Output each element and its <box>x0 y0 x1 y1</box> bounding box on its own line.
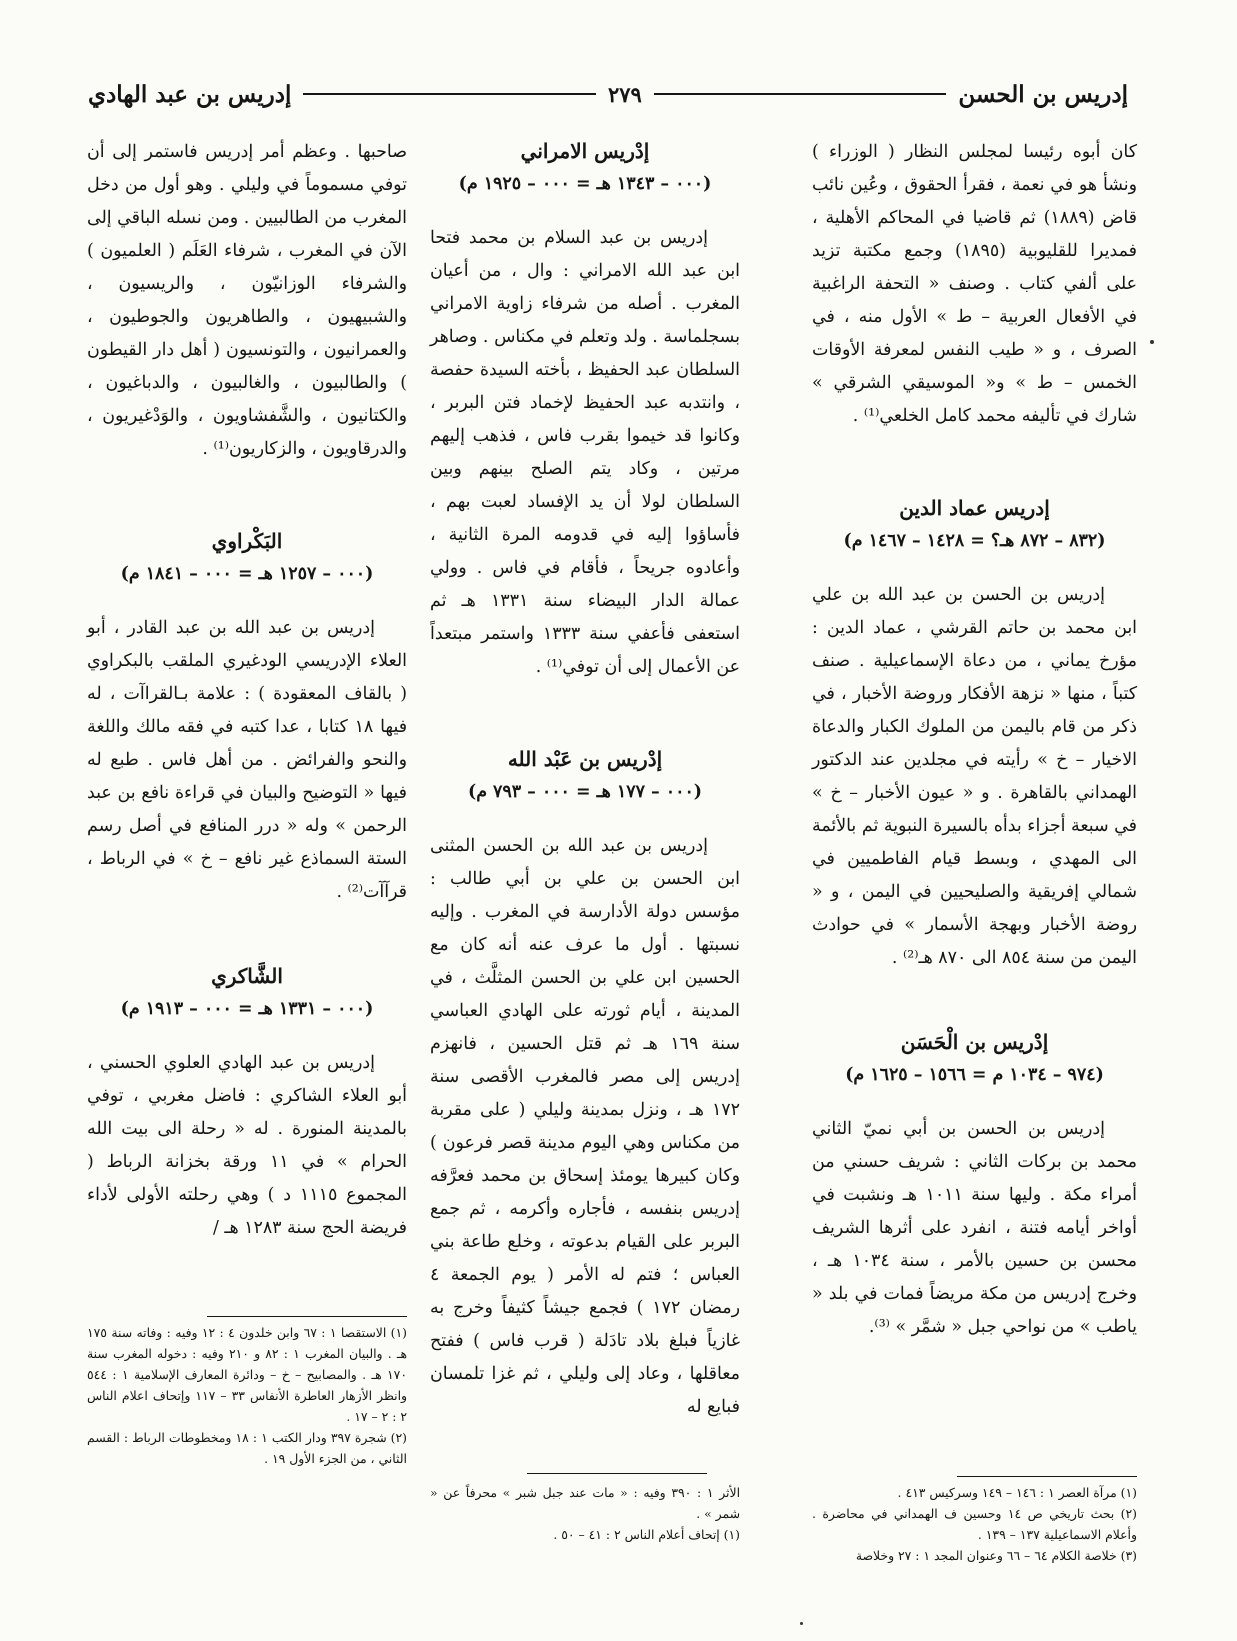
footnote: (١) إتحاف أعلام الناس ٢ : ٤١ – ٥٠ . <box>553 1527 740 1542</box>
entry-dates-idris-bin-abdullah: (٠٠٠ – ١٧٧ هـ = ٠٠٠ – ٧٩٣ م) <box>467 782 703 802</box>
entry-dates-al-imrani: (٠٠٠ – ١٣٤٣ هـ = ٠٠٠ – ١٩٢٥ م) <box>458 174 712 194</box>
entry-body-al-imrani: إدريس بن عبد السلام بن محمد فتحا ابن عبد الله الامراني : وال ، من أعيان المغرب . أصله من شرفاء زاوية الامراني بسجلماسة . ولد وتعلم في مكناس . وصاهر السلطان عبد الحفيظ ، بأخته السيدة حفصة ، وانتدبه عبد الحفيظ لإخماد فتن البربر ، وكانوا قد خيموا بقرب فاس ، فذهب إليهم مرتين ، وكاد يتم الصلح بينهم وبين السلطان لولا أن يد الإفساد لعبت بهم ، فأساؤوا إليه في قدومه المرة الثانية ، وأعادوه جريحاً ، فأقام في فاس . وولي عمالة الدار البيضاء سنة ١٣٣١ هـ ثم استعفى فأعفي سنة ١٣٣٣ واستمر مبتعداً عن الأعمال إلى أن توفي⁽¹⁾ . <box>430 228 740 677</box>
footnote: (٣) خلاصة الكلام ٦٤ – ٦٦ وعنوان المجد ١ : ٢٧ وخلاصة <box>855 1548 1137 1563</box>
continued-paragraph: كان أبوه رئيسا لمجلس النظار ( الوزراء ) ونشأ هو في نعمة ، فقرأ الحقوق ، وعُين نائب قاض (١٨٨٩) ثم قاضيا في المحاكم الأهلية ، فمديرا للقليوبية (١٨٩٥) وجمع مكتبة تزيد على ألفي كتاب . وصنف « التحفة الراغبية في الأفعال العربية – ط » الأول منه ، في الصرف ، و « طيب النفس لمعرفة الأوقات الخمس – ط » و« الموسيقي الشرقي » شارك في تأليفه محمد كامل الخلعي⁽¹⁾ . <box>812 142 1137 426</box>
header-left-title: إدريس بن عبد الهادي <box>88 80 292 108</box>
entry-body-idris-bin-abdullah: إدريس بن عبد الله بن الحسن المثنى ابن الحسن بن علي بن أبي طالب : مؤسس دولة الأدارسة في المغرب . وإليه نسبتها . أول ما عرف عنه أنه كان مع الحسين ابن علي بن الحسن المثلَّث ، في المدينة ، أيام ثورته على الهادي العباسي سنة ١٦٩ هـ ثم قتل الحسين ، فانهزم إدريس إلى مصر فالمغرب الأقصى سنة ١٧٢ هـ ، ونزل بمدينة وليلي ( على مقربة من مكناس وهي اليوم مدينة قصر فرعون ) وكان كبيرها يومئذ إسحاق بن محمد فعرَّفه إدريس بنفسه ، فأجاره وأكرمه ، ثم جمع البربر على القيام بدعوته ، وخلع طاعة بني العباس ؛ فتم له الأمر ( يوم الجمعة ٤ رمضان ١٧٢ ) فجمع جيشاً كثيفاً وخرج به غازياً فبلغ بلاد تادَلة ( قرب فاس ) ففتح معاقلها ، وعاد إلى وليلي ، ثم غزا تلمسان فبايع له <box>430 836 741 1417</box>
entry-body-al-bakrawi: إدريس بن عبد الله بن عبد القادر ، أبو العلاء الإدريسي الودغيري الملقب بالبكراوي ( بالقاف المعقودة ) : علامة بـالقراآت ، له فيها ١٨ كتابا ، عدا كتبه في فقه مالك واللغة والنحو والفرائض . من أهل فاس . طبع له فيها « التوضيح والبيان في قراءة نافع بن عبد الرحمن » وله « درر المنافع في أصل رسم الستة السماذع غير نافع – خ » في الرباط ، قرآآت⁽²⁾ . <box>87 618 408 902</box>
header-rule-right <box>654 93 947 95</box>
footnotes-left <box>87 1322 407 1469</box>
entry-title-al-shakiri: الشَّاكري <box>211 964 283 988</box>
header-right-title: إدريس بن الحسن <box>958 80 1128 108</box>
footnotes-right <box>812 1482 1137 1566</box>
entry-body-al-shakiri: إدريس بن عبد الهادي العلوي الحسني ، أبو العلاء الشاكري : فاضل مغربي ، توفي بالمدينة المنورة . له « رحلة الى بيت الله الحرام » في ١١ ورقة بخزانة الرباط ( المجموع ١١١٥ د ) وهي رحلته الأولى لأداء فريضة الحج سنة ١٢٨٣ هـ / <box>87 1053 407 1238</box>
entry-dates-al-shakiri: (٠٠٠ – ١٣٣١ هـ = ٠٠٠ – ١٩١٣ م) <box>120 999 374 1019</box>
footnotes-middle <box>430 1482 740 1545</box>
entry-title-imad-al-din: إدريس عماد الدين <box>899 496 1050 520</box>
page-number: ٢٧٩ <box>607 81 642 107</box>
scan-speck <box>1150 340 1154 344</box>
footnote: (١) مرآة العصر ١ : ١٤٦ – ١٤٩ وسركيس ٤١٣ . <box>897 1485 1137 1500</box>
entry-title-al-bakrawi: البَكْراوي <box>211 529 283 553</box>
entry-title-idris-bin-al-hasan: إدْريس بن الْحَسَن <box>900 1030 1049 1054</box>
column-left <box>87 136 407 1245</box>
entry-dates-imad-al-din: (٨٣٢ – ٨٧٢ هـ؟ = ١٤٢٨ – ١٤٦٧ م) <box>843 531 1106 551</box>
footnote: (٢) بحث تاريخي ص ١٤ وحسين ف الهمداني في محاضرة . وأعلام الاسماعيلية ١٣٧ – ١٣٩ . <box>812 1506 1137 1542</box>
entry-dates-al-bakrawi: (٠٠٠ – ١٢٥٧ هـ = ٠٠٠ – ١٨٤١ م) <box>120 564 374 584</box>
scan-speck <box>800 1622 803 1625</box>
entry-body-imad-al-din: إدريس بن الحسن بن عبد الله بن علي ابن محمد بن حاتم القرشي ، عماد الدين : مؤرخ يماني ، من دعاة الإسماعيلية . صنف كتباً ، منها « نزهة الأفكار وروضة الأخبار ، في ذكر من قام باليمن من الملوك الكبار والدعاة الاخيار – خ » رأيته في مجلدين عند الدكتور الهمداني بالقاهرة . و « عيون الأخبار – خ » في سبعة أجزاء بدأه بالسيرة النبوية ثم بالأئمة الى المهدي ، وبسط قيام الفاطميين في شمالي إفريقية والصليحيين في اليمن ، و « روضة الأخبار وبهجة الأسمار » في حوادث اليمن من سنة ٨٥٤ الى ٨٧٠ هـ⁽²⁾ . <box>812 585 1137 968</box>
column-middle <box>430 136 740 1424</box>
footnote: (٢) شجرة ٣٩٧ ودار الكتب ١ : ١٨ ومخطوطات الرباط : القسم الثاني ، من الجزء الأول ١٩ . <box>87 1430 408 1466</box>
column-right <box>812 136 1137 1344</box>
entry-dates-idris-bin-al-hasan: (٩٧٤ – ١٠٣٤ م = ١٥٦٦ – ١٦٢٥ م) <box>845 1065 1104 1085</box>
page-header <box>88 76 1128 112</box>
footnote: (١) الاستقصا ١ : ٦٧ وابن خلدون ٤ : ١٢ وفيه : وفاته سنة ١٧٥ هـ . والبيان المغرب ١ : ٨٢ و ٢١٠ وفيه : دخوله المغرب سنة ١٧٠ هـ . والمصابيح – خ – ودائرة المعارف الإسلامية ١ : ٥٤٤ وانظر الأزهار العاطرة الأنفاس ٣٣ – ١١٧ وإتحاف اعلام الناس ٢ : ٢ – ١٧ . <box>87 1325 407 1424</box>
header-rule-left <box>303 93 596 95</box>
entry-title-idris-bin-abdullah: إدْريس بن عَبْد الله <box>507 747 663 771</box>
entry-body-idris-bin-al-hasan: إدريس بن الحسن بن أبي نميّ الثاني محمد بن بركات الثاني : شريف حسني من أمراء مكة . وليها سنة ١٠١١ هـ ونشبت في أواخر أيامه فتنة ، انفرد على أثرها الشريف محسن بن حسين بالأمر ، سنة ١٠٣٤ هـ ، وخرج إدريس من مكة مريضاً فمات في بلد « ياطب » من نواحي جبل « شمَّر » ⁽³⁾. <box>812 1119 1138 1337</box>
footnote: الأثر ١ : ٣٩٠ وفيه : « مات عند جبل شبر » محرفاً عن « شمر » . <box>430 1485 741 1521</box>
footnote-rule-left <box>207 1316 407 1317</box>
footnote-rule-right <box>957 1476 1137 1477</box>
entry-title-al-imrani: إدْريس الامراني <box>520 139 650 163</box>
footnote-rule-middle <box>527 1473 707 1474</box>
continued-paragraph: صاحبها . وعظم أمر إدريس فاستمر إلى أن توفي مسموماً في وليلي . وهو أول من دخل المغرب من الطالبيين . ومن نسله الباقي إلى الآن في المغرب ، شرفاء العَلَم ( العلميون ) والشرفاء الوزانيّون ، والريسيون ، والشبيهيون ، والطاهريون والجوطيون ، والعمرانيون ، والتونسيون ( أهل دار القيطون ) والطالبيون ، والغالبيون ، والدباغيون ، والكتانيون ، والشَّفشاويون ، والوَدْغيريون ، والدرقاويون ، والزكاريون⁽¹⁾ . <box>87 142 407 459</box>
